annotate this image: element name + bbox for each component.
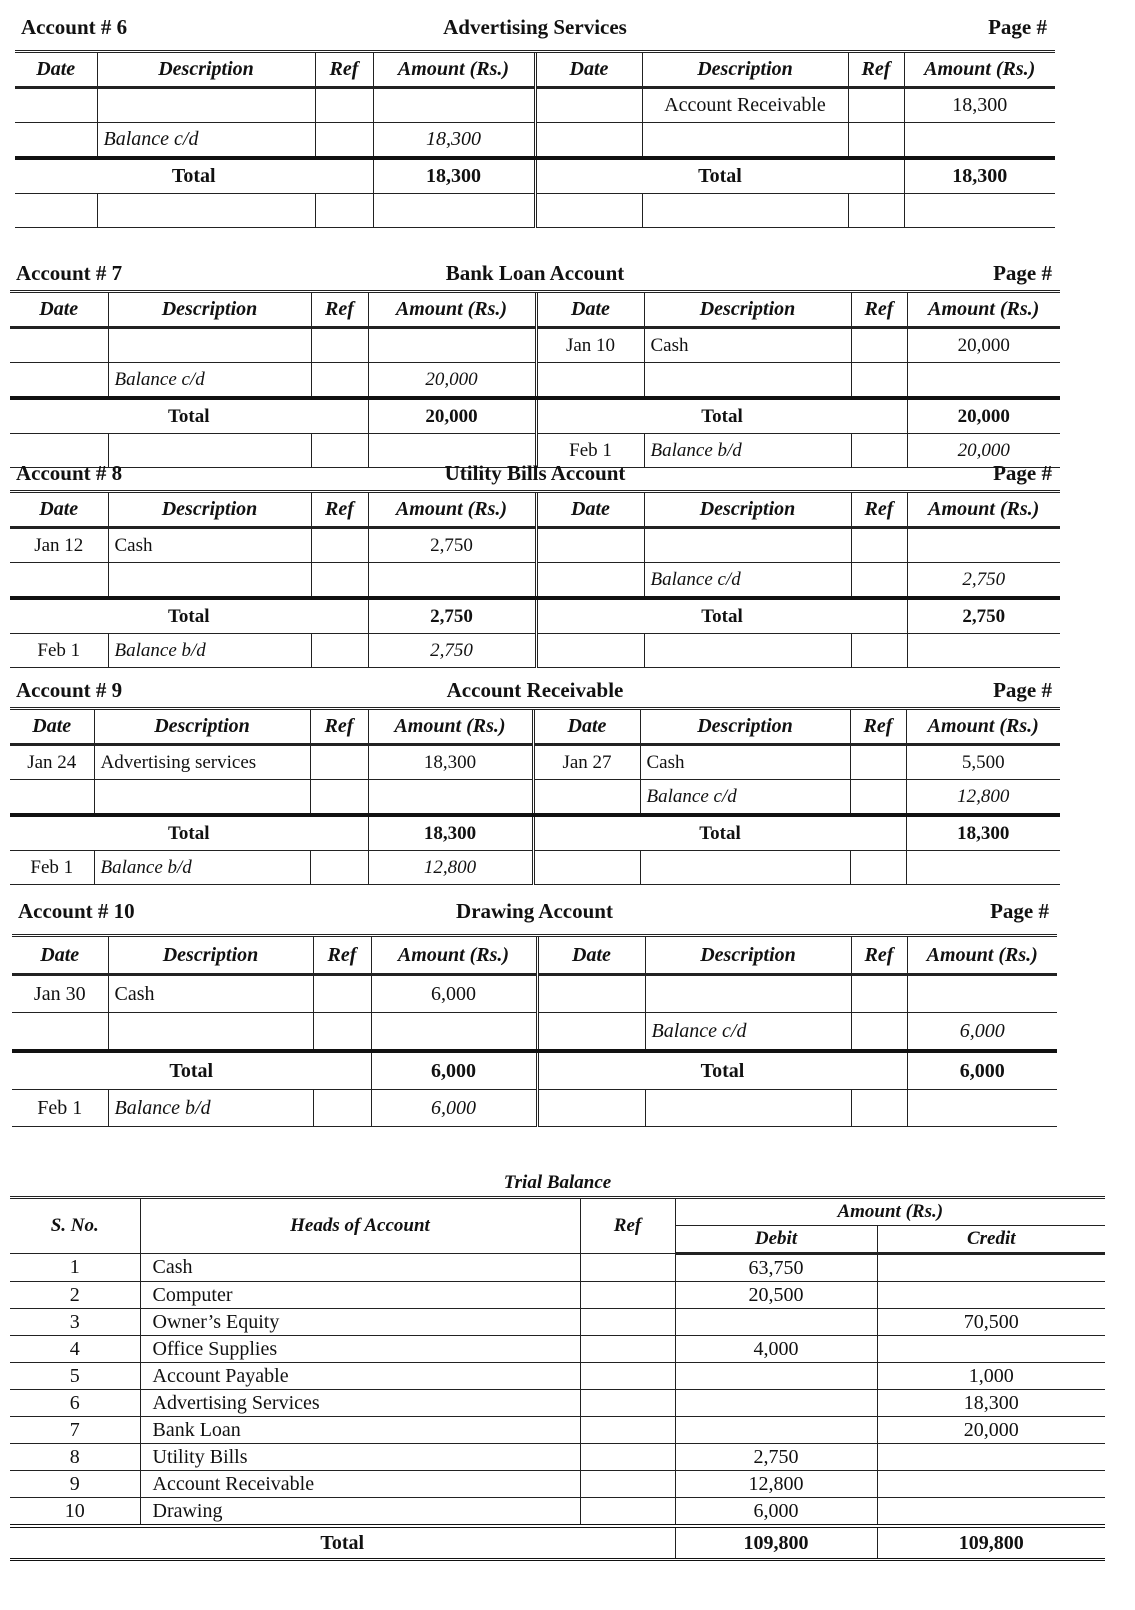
dr-date: Jan 30	[12, 975, 108, 1013]
tb-credit	[877, 1336, 1105, 1363]
cr-amount: 2,750	[907, 563, 1060, 599]
dr-total-label: Total	[10, 398, 368, 434]
tb-debit	[675, 1363, 877, 1390]
table-row	[10, 1254, 1105, 1282]
account-number: Account # 9	[16, 678, 123, 702]
tb-debit: 6,000	[675, 1498, 877, 1527]
dr-date: Feb 1	[10, 851, 94, 885]
tb-head: Computer	[140, 1282, 580, 1309]
dr-amount: 12,800	[368, 851, 533, 885]
tb-credit: 18,300	[877, 1390, 1105, 1417]
dr-ref-header: Ref	[313, 936, 371, 975]
account-title: Utility Bills Account	[444, 461, 626, 485]
table-row	[10, 1309, 1105, 1336]
cr-date: Jan 27	[533, 745, 640, 780]
dr-total-label: Total	[12, 1051, 371, 1090]
dr-ref-header: Ref	[311, 292, 368, 328]
dr-description: Cash	[108, 528, 311, 563]
cr-total: 18,300	[906, 815, 1060, 851]
dr-description-header: Description	[108, 936, 313, 975]
tb-debit: 63,750	[675, 1254, 877, 1282]
dr-total-label: Total	[15, 158, 373, 194]
ledger-account-6	[15, 14, 1055, 238]
trial-balance-title: Trial Balance	[503, 1172, 612, 1193]
dr-amount-header: Amount (Rs.)	[368, 709, 533, 745]
ledger-table	[12, 934, 1057, 1127]
sno-header: S. No.	[10, 1198, 140, 1254]
tb-credit: 1,000	[877, 1363, 1105, 1390]
tb-ref	[580, 1309, 675, 1336]
credit-header: Credit	[877, 1226, 1105, 1254]
dr-amount: 2,750	[368, 634, 536, 668]
tb-sno: 2	[10, 1282, 140, 1309]
dr-description: Advertising services	[94, 745, 310, 780]
cr-amount: 18,300	[904, 88, 1055, 123]
amount-header: Amount (Rs.)	[675, 1198, 1105, 1226]
cr-ref-header: Ref	[851, 292, 907, 328]
cr-total: 20,000	[907, 398, 1060, 434]
tb-sno: 1	[10, 1254, 140, 1282]
cr-date: Feb 1	[536, 434, 644, 468]
tb-debit	[675, 1309, 877, 1336]
dr-amount-header: Amount (Rs.)	[368, 292, 536, 328]
dr-amount: 18,300	[368, 745, 533, 780]
dr-date-header: Date	[12, 936, 108, 975]
dr-date: Feb 1	[10, 634, 108, 668]
dr-description-header: Description	[108, 292, 311, 328]
cr-amount-header: Amount (Rs.)	[907, 292, 1060, 328]
tb-total-credit: 109,800	[877, 1526, 1105, 1560]
cr-ref-header: Ref	[848, 52, 904, 88]
cr-description-header: Description	[645, 936, 851, 975]
tb-sno: 7	[10, 1417, 140, 1444]
table-row	[10, 1282, 1105, 1309]
dr-amount: 6,000	[371, 1090, 537, 1127]
tb-ref	[580, 1390, 675, 1417]
tb-sno: 9	[10, 1471, 140, 1498]
cr-total: 18,300	[904, 158, 1055, 194]
dr-description-header: Description	[97, 52, 315, 88]
cr-date-header: Date	[533, 709, 640, 745]
dr-amount-header: Amount (Rs.)	[368, 492, 536, 528]
dr-total: 20,000	[368, 398, 536, 434]
table-row	[10, 745, 1060, 780]
tb-debit: 4,000	[675, 1336, 877, 1363]
total-row	[15, 158, 1055, 194]
cr-amount: 12,800	[906, 780, 1060, 816]
table-row	[10, 1336, 1105, 1363]
table-row	[10, 1417, 1105, 1444]
tb-total-label: Total	[10, 1526, 675, 1560]
dr-total-label: Total	[10, 815, 368, 851]
table-row	[10, 1471, 1105, 1498]
ledger-table	[10, 290, 1060, 468]
page-label: Page #	[993, 261, 1052, 285]
dr-date-header: Date	[10, 492, 108, 528]
tb-debit	[675, 1390, 877, 1417]
cr-total-label: Total	[537, 1051, 907, 1090]
dr-date: Jan 24	[10, 745, 94, 780]
cr-total-label: Total	[535, 158, 904, 194]
cr-description: Balance c/d	[640, 780, 850, 816]
total-row	[10, 598, 1060, 634]
tb-credit	[877, 1254, 1105, 1282]
account-title: Advertising Services	[443, 15, 627, 39]
total-row	[12, 1051, 1057, 1090]
tb-head: Account Receivable	[140, 1471, 580, 1498]
total-row	[10, 815, 1060, 851]
dr-description: Balance b/d	[94, 851, 310, 885]
cr-ref-header: Ref	[851, 492, 907, 528]
table-row	[12, 1090, 1057, 1127]
tb-sno: 5	[10, 1363, 140, 1390]
cr-total-label: Total	[536, 398, 907, 434]
table-row	[15, 194, 1055, 228]
tb-credit	[877, 1471, 1105, 1498]
tb-head: Cash	[140, 1254, 580, 1282]
tb-debit: 2,750	[675, 1444, 877, 1471]
cr-total-label: Total	[533, 815, 906, 851]
dr-amount: 2,750	[368, 528, 536, 563]
tb-ref	[580, 1471, 675, 1498]
ledger-header	[10, 260, 1060, 288]
cr-amount: 20,000	[907, 328, 1060, 363]
cr-description: Account Receivable	[642, 88, 848, 123]
dr-description-header: Description	[94, 709, 310, 745]
ledger-account-8	[10, 460, 1060, 661]
table-row	[10, 1363, 1105, 1390]
tb-sno: 4	[10, 1336, 140, 1363]
cr-amount: 6,000	[907, 1013, 1057, 1052]
table-row	[10, 528, 1060, 563]
table-row	[12, 1013, 1057, 1052]
dr-date: Jan 12	[10, 528, 108, 563]
total-row	[10, 1526, 1105, 1560]
ledger-account-9	[10, 677, 1060, 878]
account-title: Account Receivable	[446, 678, 624, 702]
tb-sno: 10	[10, 1498, 140, 1527]
tb-sno: 3	[10, 1309, 140, 1336]
dr-ref-header: Ref	[311, 492, 368, 528]
dr-total: 18,300	[373, 158, 535, 194]
cr-date: Jan 10	[536, 328, 644, 363]
account-title: Drawing Account	[456, 899, 613, 923]
dr-amount: 6,000	[371, 975, 537, 1013]
cr-total: 2,750	[907, 598, 1060, 634]
account-number: Account # 6	[21, 15, 128, 39]
tb-ref	[580, 1363, 675, 1390]
dr-date-header: Date	[15, 52, 97, 88]
cr-description: Cash	[644, 328, 851, 363]
ref-header: Ref	[580, 1198, 675, 1254]
dr-date: Feb 1	[12, 1090, 108, 1127]
account-number: Account # 8	[16, 461, 123, 485]
tb-credit	[877, 1282, 1105, 1309]
cr-description-header: Description	[642, 52, 848, 88]
dr-date-header: Date	[10, 709, 94, 745]
cr-date-header: Date	[535, 52, 642, 88]
cr-date-header: Date	[537, 936, 645, 975]
table-row	[10, 634, 1060, 668]
page-label: Page #	[988, 15, 1047, 39]
page-label: Page #	[990, 899, 1049, 923]
table-row	[10, 1390, 1105, 1417]
tb-head: Drawing	[140, 1498, 580, 1527]
trial-balance	[10, 1172, 1105, 1561]
tb-head: Office Supplies	[140, 1336, 580, 1363]
table-row	[10, 563, 1060, 599]
tb-debit	[675, 1417, 877, 1444]
cr-amount: 20,000	[907, 434, 1060, 468]
tb-ref	[580, 1336, 675, 1363]
ledger-table	[10, 490, 1060, 668]
dr-description: Cash	[108, 975, 313, 1013]
cr-amount-header: Amount (Rs.)	[907, 936, 1057, 975]
cr-amount-header: Amount (Rs.)	[907, 492, 1060, 528]
ledger-account-7	[10, 260, 1060, 461]
account-number: Account # 10	[18, 899, 135, 923]
tb-total-debit: 109,800	[675, 1526, 877, 1560]
dr-description: Balance b/d	[108, 1090, 313, 1127]
cr-ref-header: Ref	[850, 709, 906, 745]
page-label: Page #	[993, 461, 1052, 485]
tb-ref	[580, 1498, 675, 1527]
cr-description: Balance b/d	[644, 434, 851, 468]
tb-credit	[877, 1444, 1105, 1471]
dr-total-label: Total	[10, 598, 368, 634]
tb-sno: 8	[10, 1444, 140, 1471]
tb-credit: 20,000	[877, 1417, 1105, 1444]
dr-description: Balance c/d	[108, 363, 311, 399]
debit-header: Debit	[675, 1226, 877, 1254]
table-row	[12, 975, 1057, 1013]
dr-description-header: Description	[108, 492, 311, 528]
dr-total: 2,750	[368, 598, 536, 634]
page-label: Page #	[993, 678, 1052, 702]
ledger-account-10	[12, 898, 1057, 1128]
cr-ref-header: Ref	[851, 936, 907, 975]
dr-ref-header: Ref	[315, 52, 373, 88]
dr-amount-header: Amount (Rs.)	[373, 52, 535, 88]
table-row	[10, 780, 1060, 816]
account-number: Account # 7	[16, 261, 123, 285]
cr-date-header: Date	[536, 492, 644, 528]
table-row	[10, 1444, 1105, 1471]
cr-date-header: Date	[536, 292, 644, 328]
cr-amount: 5,500	[906, 745, 1060, 780]
table-row	[15, 88, 1055, 123]
dr-description: Balance c/d	[97, 123, 315, 159]
trial-balance-table	[10, 1196, 1105, 1561]
table-row	[10, 363, 1060, 399]
table-row	[10, 851, 1060, 885]
ledger-table	[15, 50, 1055, 228]
ledger-table	[10, 707, 1060, 885]
cr-total-label: Total	[536, 598, 907, 634]
dr-amount: 20,000	[368, 363, 536, 399]
cr-total: 6,000	[907, 1051, 1057, 1090]
tb-sno: 6	[10, 1390, 140, 1417]
cr-description-header: Description	[644, 492, 851, 528]
ledger-header	[10, 677, 1060, 705]
tb-ref	[580, 1282, 675, 1309]
tb-head: Owner’s Equity	[140, 1309, 580, 1336]
tb-head: Advertising Services	[140, 1390, 580, 1417]
dr-date-header: Date	[10, 292, 108, 328]
tb-credit	[877, 1498, 1105, 1527]
dr-total: 18,300	[368, 815, 533, 851]
cr-amount-header: Amount (Rs.)	[904, 52, 1055, 88]
dr-ref-header: Ref	[310, 709, 368, 745]
cr-description-header: Description	[644, 292, 851, 328]
ledger-header	[12, 898, 1057, 926]
total-row	[10, 398, 1060, 434]
tb-ref	[580, 1444, 675, 1471]
ledger-header	[10, 460, 1060, 488]
table-row	[10, 1498, 1105, 1527]
dr-amount-header: Amount (Rs.)	[371, 936, 537, 975]
dr-amount: 18,300	[373, 123, 535, 159]
cr-description: Balance c/d	[645, 1013, 851, 1052]
cr-description: Cash	[640, 745, 850, 780]
tb-debit: 12,800	[675, 1471, 877, 1498]
heads-header: Heads of Account	[140, 1198, 580, 1254]
tb-credit: 70,500	[877, 1309, 1105, 1336]
tb-head: Utility Bills	[140, 1444, 580, 1471]
account-title: Bank Loan Account	[445, 261, 625, 285]
dr-total: 6,000	[371, 1051, 537, 1090]
tb-ref	[580, 1417, 675, 1444]
tb-head: Account Payable	[140, 1363, 580, 1390]
table-row	[10, 328, 1060, 363]
tb-ref	[580, 1254, 675, 1282]
table-row	[15, 123, 1055, 159]
ledger-header	[15, 14, 1055, 42]
dr-description: Balance b/d	[108, 634, 311, 668]
cr-description: Balance c/d	[644, 563, 851, 599]
tb-head: Bank Loan	[140, 1417, 580, 1444]
cr-amount-header: Amount (Rs.)	[906, 709, 1060, 745]
cr-description-header: Description	[640, 709, 850, 745]
tb-debit: 20,500	[675, 1282, 877, 1309]
